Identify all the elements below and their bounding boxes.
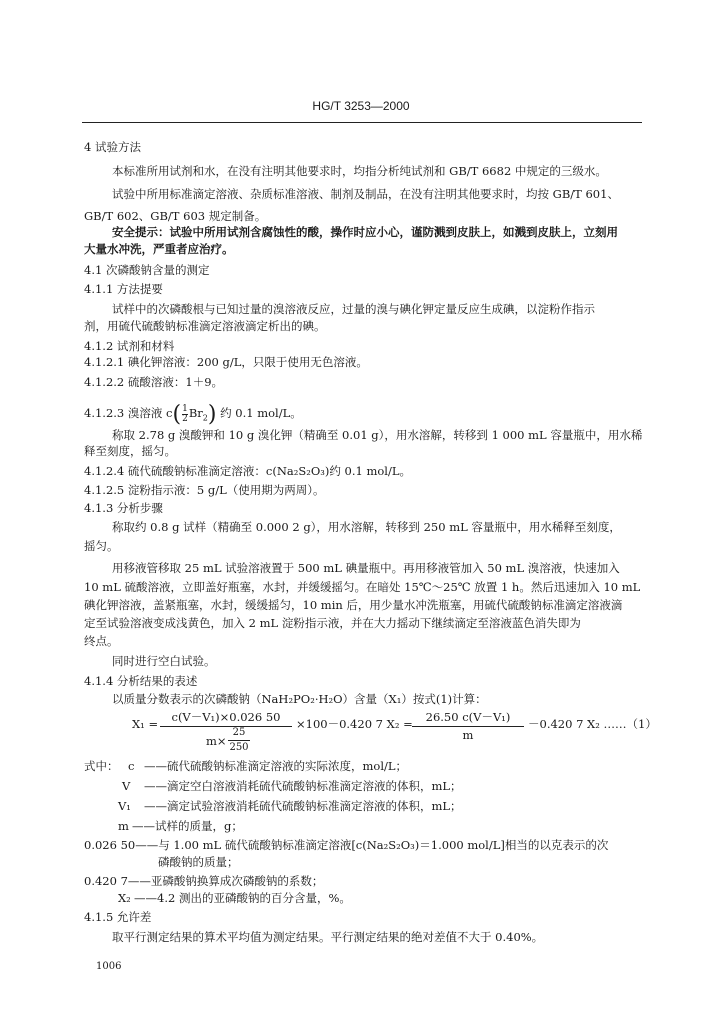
reagent-4-1-2-5: 4.1.2.5 淀粉指示液：5 g/L（使用期为两周）。 [84,483,325,497]
procedure-p2-line-5: 终点。 [84,634,119,648]
formula-fraction-bar-2 [412,726,524,727]
formula-den-m: m× [206,734,227,748]
fraction-numerator: 1 [182,403,188,414]
reagent-4-1-2-4: 4.1.2.4 硫代硫酸钠标准滴定溶液：c(Na₂S₂O₃)约 0.1 mol/L。 [84,464,411,478]
var-factor-desc: 0.026 50——与 1.00 mL 硫代硫酸钠标准滴定溶液[c(Na₂S₂O₃)＝1.000 mol/L]相当的以克表示的次 [84,838,609,852]
var-x2-symbol: X₂ [118,891,131,905]
procedure-p1-line-1: 称取约 0.8 g 试样（精确至 0.000 2 g），用水溶解，转移到 250 mL 容量瓶中，用水稀释至刻度， [112,520,621,534]
section-4-1-title: 4.1 次磷酸钠含量的测定 [84,263,210,277]
var-c-desc: ——硫代硫酸钠标准滴定溶液的实际浓度，mol/L； [144,759,408,773]
var-conversion-desc: 0.420 7——亚磷酸钠换算成次磷酸钠的系数； [84,874,324,888]
procedure-p2-line-1: 用移液管移取 25 mL 试验溶液置于 500 mL 碘量瓶中。再用移液管加入 50 mL 溴溶液，快速加入 [112,561,620,575]
formula-den-bar [228,740,250,741]
bromine-prep-line-2: 释至刻度，摇匀。 [84,444,176,458]
fraction-denominator: 2 [182,413,188,424]
intro-paragraph-2: 试验中所用标准滴定溶液、杂质标准溶液、制剂及制品，在没有注明其他要求时，均按 GB/T 601、 [112,187,619,201]
bromine-prep-line-1: 称取 2.78 g 溴酸钾和 10 g 溴化钾（精确至 0.01 g），用水溶解，转移到 1 000 mL 容量瓶中，用水稀 [112,428,643,442]
reagent-4-1-2-3-label: 4.1.2.3 溴溶液 c [84,406,173,420]
safety-note: 安全提示：试验中所用试剂含腐蚀性的酸，操作时应小心，谨防溅到皮肤上，如溅到皮肤上，立刻用 [112,225,618,239]
section-4-1-3-title: 4.1.3 分析步骤 [84,501,163,515]
header-rule [82,122,642,123]
var-m-symbol: m [118,819,129,833]
safety-note-cont: 大量水冲洗，严重者应治疗。 [84,242,234,256]
reagent-4-1-2-2: 4.1.2.2 硫酸溶液：1＋9。 [84,375,224,389]
formula-numerator-2: 26.50 c(V－V₁) [425,710,511,724]
formula-denominator-2: m [462,728,474,742]
page-number: 1006 [96,961,122,972]
formula-lhs: X₁ = [132,717,159,731]
var-v-symbol: V [122,779,131,793]
blank-test-note: 同时进行空白试验。 [112,654,216,668]
section-4-title: 4 试验方法 [84,140,141,154]
method-summary-line-1: 试样中的次磷酸根与已知过量的溴溶液反应，过量的溴与碘化钾定量反应生成碘，以淀粉作指示 [112,302,595,316]
var-factor-desc-cont: 磷酸钠的质量； [158,855,239,869]
bromine-subscript: 2 [202,413,208,423]
formula-den-numerator: 25 [232,727,246,738]
standard-header: HG/T 3253—2000 [312,99,410,113]
procedure-p2-line-3: 碘化钾溶液，盖紧瓶塞，水封，缓缓摇匀，10 min 后，用少量水冲洗瓶塞，用硫代硫酸钠标准滴定溶液滴 [84,598,623,612]
procedure-p2-line-2: 10 mL 硫酸溶液，立即盖好瓶塞，水封，并缓缓摇匀。在暗处 15℃～25℃ 放置 1 h。然后迅速加入 10 mL [84,580,641,594]
procedure-p2-line-4: 定至试验溶液变成浅黄色，加入 2 mL 淀粉指示液，并在大力摇动下继续滴定至溶液蓝色消失即为 [84,616,581,630]
section-4-1-2-title: 4.1.2 试剂和材料 [84,339,175,353]
formula-numerator: c(V－V₁)×0.026 50 [171,710,281,724]
tolerance-text: 取平行测定结果的算术平均值为测定结果。平行测定结果的绝对差值不大于 0.40%。 [112,930,544,944]
reagent-4-1-2-3-conc: 约 0.1 mol/L。 [220,406,302,420]
var-v-desc: ——滴定空白溶液消耗硫代硫酸钠标准滴定溶液的体积，mL； [144,779,462,793]
formula-intro: 以质量分数表示的次磷酸钠（NaH₂PO₂·H₂O）含量（X₁）按式(1)计算： [112,692,487,706]
formula-den-denominator: 250 [229,742,249,753]
section-4-1-4-title: 4.1.4 分析结果的表述 [84,674,198,688]
section-4-1-1-title: 4.1.1 方法提要 [84,282,163,296]
section-4-1-5-title: 4.1.5 允许差 [84,910,152,924]
method-summary-line-2: 剂，用硫代硫酸钠标准滴定溶液滴定析出的碘。 [84,319,326,333]
bromine-symbol: Br [188,406,203,420]
var-c-symbol: c [128,759,135,773]
var-v1-desc: ——滴定试验溶液消耗硫代硫酸钠标准滴定溶液的体积，mL； [144,799,462,813]
reagent-4-1-2-1: 4.1.2.1 碘化钾溶液：200 g/L，只限于使用无色溶液。 [84,355,368,369]
var-m-desc: ——试样的质量，g； [132,819,243,833]
var-x2-desc: ——4.2 测出的亚磷酸钠的百分含量，%。 [134,891,351,905]
intro-paragraph-1: 本标准所用试剂和水，在没有注明其他要求时，均指分析纯试剂和 GB/T 6682 中规定的三级水。 [112,164,607,178]
where-label: 式中： [84,759,119,773]
intro-paragraph-2-cont: GB/T 602、GB/T 603 规定制备。 [84,209,267,223]
formula-fraction-bar [160,726,292,727]
formula-tail: －0.420 7 X₂ ……（1） [528,717,657,731]
procedure-p1-line-2: 摇匀。 [84,539,119,553]
var-v1-symbol: V₁ [118,799,131,813]
reagent-4-1-2-3: 4.1.2.3 溴溶液 c( $\frac{1}{2}$ $Br_2$) 约 0.1 mol/L。 [84,402,302,427]
formula-middle: ×100－0.420 7 X₂ = [296,717,413,731]
